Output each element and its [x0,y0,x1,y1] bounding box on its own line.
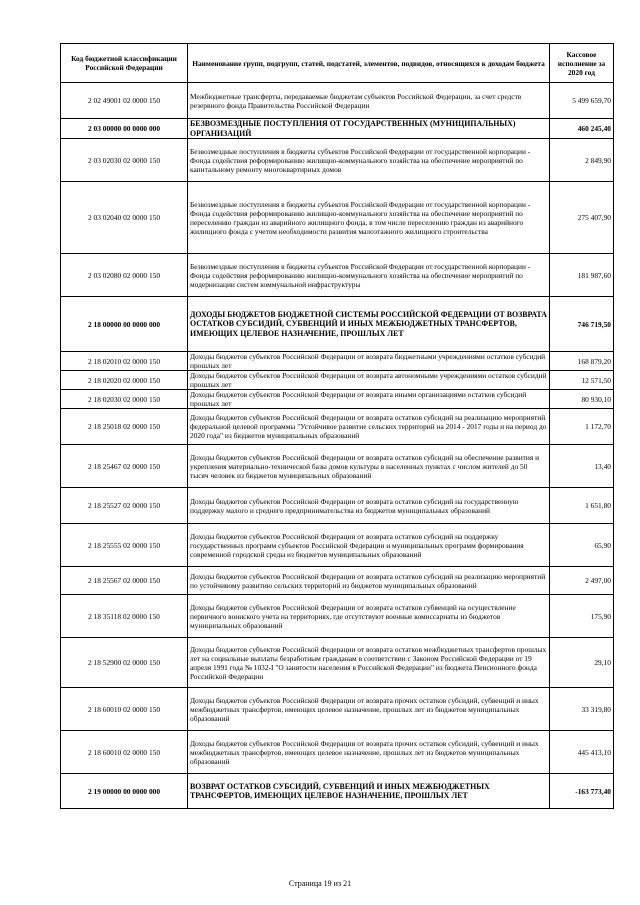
row-code: 2 02 49001 02 0000 150 [61,83,188,119]
budget-revenue-table [60,43,614,809]
row-name: Безвозмездные поступления в бюджеты субъектов Российской Федерации от государственной корпорации - Фонда содействия реформированию жилищно-коммунального хозяйства на обеспечение мероприятий по модернизации систем коммунальной инфраструктуры [188,254,550,297]
row-code: 2 18 60010 02 0000 150 [61,731,188,774]
row-code: 2 03 02040 02 0000 150 [61,182,188,254]
row-amount: 746 719,50 [550,297,614,352]
row-code: 2 18 60010 02 0000 150 [61,688,188,731]
row-name: ДОХОДЫ БЮДЖЕТОВ БЮДЖЕТНОЙ СИСТЕМЫ РОССИЙСКОЙ ФЕДЕРАЦИИ ОТ ВОЗВРАТА ОСТАТКОВ СУБСИДИЙ, СУБВЕНЦИЙ И ИНЫХ МЕЖБЮДЖЕТНЫХ ТРАНСФЕРТОВ, ИМЕЮЩИХ ЦЕЛЕВОЕ НАЗНАЧЕНИЕ, ПРОШЛЫХ ЛЕТ [188,297,550,352]
table-row [61,297,614,352]
table-row [61,488,614,524]
table-row [61,774,614,809]
row-code: 2 18 25567 02 0000 150 [61,567,188,595]
row-code: 2 18 25527 02 0000 150 [61,488,188,524]
row-name: Доходы бюджетов субъектов Российской Федерации от возврата прочих остатков субсидий, субвенций и иных межбюджетных трансфертов, имеющих целевое назначение, прошлых лет из бюджетов муниципальных образований [188,731,550,774]
header-name: Наименование групп, подгрупп, статей, подстатей, элементов, подвидов, относящихся к доходам бюджета [188,44,550,83]
row-code: 2 18 00000 00 0000 000 [61,297,188,352]
table-header-row [61,44,614,83]
row-name: Доходы бюджетов субъектов Российской Федерации от возврата бюджетными учреждениями остатков субсидий прошлых лет [188,352,550,371]
row-code: 2 18 25555 02 0000 150 [61,524,188,567]
row-amount: 460 245,40 [550,119,614,139]
table-row [61,445,614,488]
row-name: Доходы бюджетов субъектов Российской Федерации от возврата иными организациями остатков субсидий прошлых лет [188,390,550,409]
table-row [61,83,614,119]
row-amount: 168 879,20 [550,352,614,371]
row-amount: 1 172,70 [550,409,614,445]
row-amount: 445 413,10 [550,731,614,774]
row-amount: 181 987,60 [550,254,614,297]
row-name: Безвозмездные поступления в бюджеты субъектов Российской Федерации от государственной корпорации - Фонда содействия реформированию жилищно-коммунального хозяйства на обеспечение мероприятий по переселению граждан из аварийного жилищного фонда, в том числе переселению граждан из аварийного жилищного фонда с учетом необходимости развития малоэтажного жилищного строительства [188,182,550,254]
row-name: Доходы бюджетов субъектов Российской Федерации от возврата остатков субсидий на обеспечение развития и укрепления материально-технической базы домов культуры в населенных пунктах с числом жителей до 50 тысяч человек из бюджетов муниципальных образований [188,445,550,488]
row-name: ВОЗВРАТ ОСТАТКОВ СУБСИДИЙ, СУБВЕНЦИЙ И ИНЫХ МЕЖБЮДЖЕТНЫХ ТРАНСФЕРТОВ, ИМЕЮЩИХ ЦЕЛЕВОЕ НАЗНАЧЕНИЕ, ПРОШЛЫХ ЛЕТ [188,774,550,809]
row-amount: -163 773,40 [550,774,614,809]
table-row [61,139,614,182]
row-name: БЕЗВОЗМЕЗДНЫЕ ПОСТУПЛЕНИЯ ОТ ГОСУДАРСТВЕННЫХ (МУНИЦИПАЛЬНЫХ) ОРГАНИЗАЦИЙ [188,119,550,139]
header-code: Код бюджетной классификации Российской Федерации [61,44,188,83]
table-row [61,524,614,567]
row-name: Доходы бюджетов субъектов Российской Федерации от возврата остатков субсидий на поддержку государственных программ субъектов Российской Федерации и муниципальных программ формирования современной городской среды из бюджетов муниципальных образований [188,524,550,567]
table-row [61,352,614,371]
row-amount: 29,10 [550,638,614,688]
row-amount: 33 319,80 [550,688,614,731]
row-name: Доходы бюджетов субъектов Российской Федерации от возврата автономными учреждениями остатков субсидий прошлых лет [188,371,550,390]
table-row [61,390,614,409]
row-code: 2 18 25018 02 0000 150 [61,409,188,445]
row-name: Безвозмездные поступления в бюджеты субъектов Российской Федерации от государственной корпорации - Фонда содействия реформированию жилищно-коммунального хозяйства на обеспечение мероприятий по капитальному ремонту многоквартирных домов [188,139,550,182]
table-row [61,119,614,139]
row-code: 2 18 25467 02 0000 150 [61,445,188,488]
row-amount: 1 651,80 [550,488,614,524]
row-code: 2 03 02080 02 0000 150 [61,254,188,297]
row-code: 2 18 35118 02 0000 150 [61,595,188,638]
row-name: Доходы бюджетов субъектов Российской Федерации от возврата остатков субсидий на государственную поддержку малого и среднего предпринимательства из бюджетов муниципальных образований [188,488,550,524]
row-amount: 80 930,10 [550,390,614,409]
table-row [61,567,614,595]
row-code: 2 19 00000 00 0000 000 [61,774,188,809]
row-code: 2 03 02030 02 0000 150 [61,139,188,182]
row-code: 2 03 00000 00 0000 000 [61,119,188,139]
row-code: 2 18 02010 02 0000 150 [61,352,188,371]
row-amount: 5 499 659,70 [550,83,614,119]
row-amount: 275 407,90 [550,182,614,254]
table-row [61,182,614,254]
row-name: Доходы бюджетов субъектов Российской Федерации от возврата остатков субвенций на осуществление первичного воинского учета на территориях, где отсутствуют военные комиссариаты из бюджетов муниципальных образований [188,595,550,638]
row-amount: 12 571,50 [550,371,614,390]
table-row [61,409,614,445]
row-amount: 65,90 [550,524,614,567]
row-code: 2 18 52900 02 0000 150 [61,638,188,688]
header-amount: Кассовое исполнение за 2020 год [550,44,614,83]
row-name: Доходы бюджетов субъектов Российской Федерации от возврата остатков субсидий на реализацию мероприятий федеральной целевой программы "Устойчивое развитие сельских территорий на 2014 - 2017 годы и на период до 2020 года" из бюджетов муниципальных образований [188,409,550,445]
page-number: Страница 19 из 21 [288,879,352,888]
table-row [61,688,614,731]
table-row [61,254,614,297]
row-amount: 2 497,00 [550,567,614,595]
table-row [61,638,614,688]
row-name: Доходы бюджетов субъектов Российской Федерации от возврата остатков межбюджетных трансфертов прошлых лет на социальные выплаты безработным гражданам в соответствии с Законом Российской Федерации от 19 апреля 1991 года № 1032-I "О занятости населения в Российской Федерации" из бюджета Пенсионного фонда Российской Федерации [188,638,550,688]
row-name: Межбюджетные трансферты, передаваемые бюджетам субъектов Российской Федерации, за счет средств резервного фонда Правительства Российской Федерации [188,83,550,119]
row-amount: 175,90 [550,595,614,638]
row-amount: 13,40 [550,445,614,488]
table-row [61,595,614,638]
row-code: 2 18 02020 02 0000 150 [61,371,188,390]
row-name: Доходы бюджетов субъектов Российской Федерации от возврата остатков субсидий на реализацию мероприятий по устойчивому развитию сельских территорий из бюджетов муниципальных образований [188,567,550,595]
table-row [61,371,614,390]
row-amount: 2 849,90 [550,139,614,182]
row-name: Доходы бюджетов субъектов Российской Федерации от возврата прочих остатков субсидий, субвенций и иных межбюджетных трансфертов, имеющих целевое назначение, прошлых лет из бюджетов муниципальных образований [188,688,550,731]
row-code: 2 18 02030 02 0000 150 [61,390,188,409]
table-row [61,731,614,774]
